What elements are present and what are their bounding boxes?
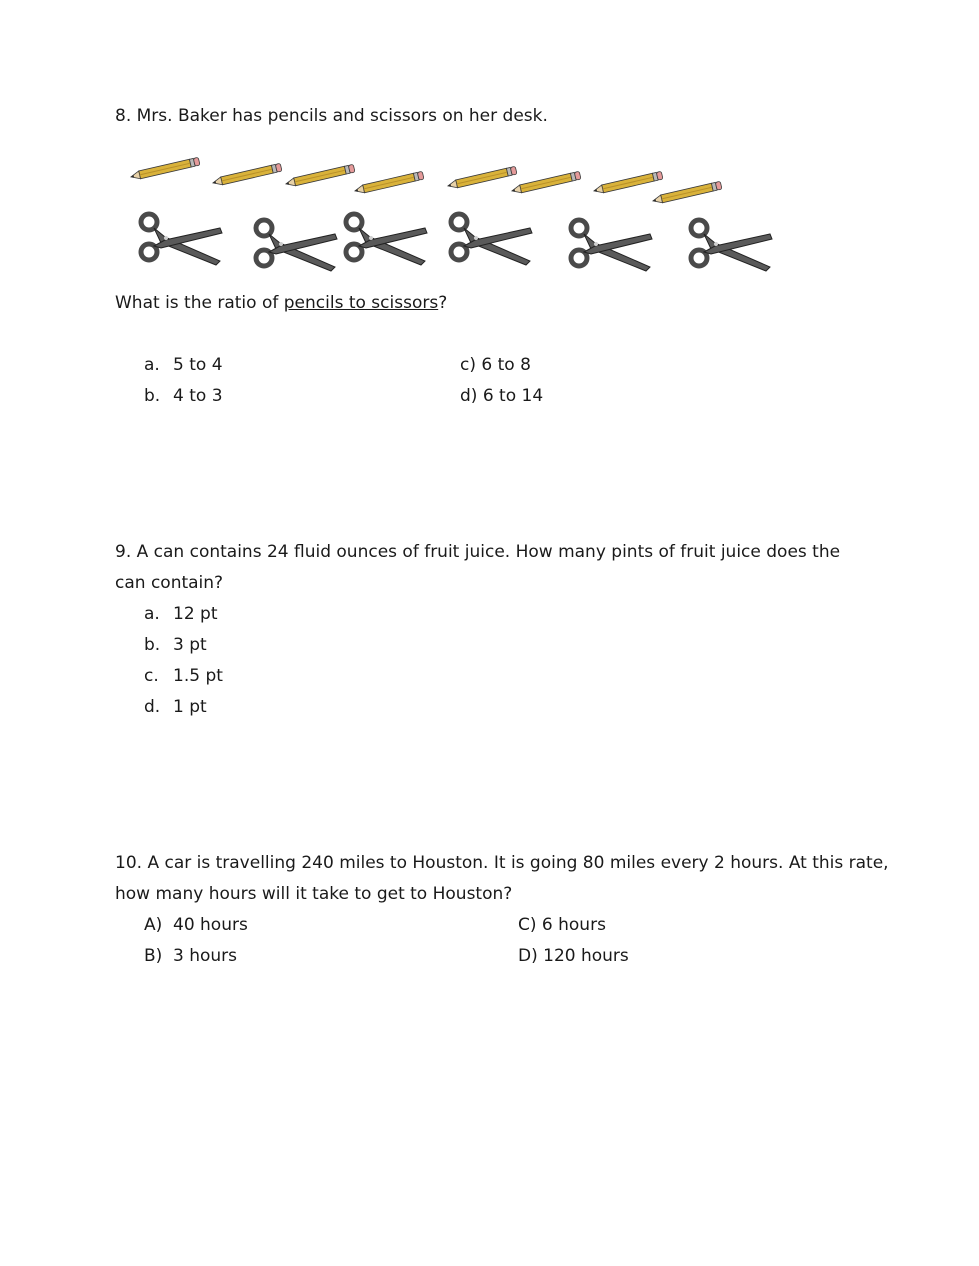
q10-option-b: 3 hours <box>173 946 238 966</box>
q9-question-line2: can contain? <box>115 573 224 593</box>
q10-option-c: C) 6 hours <box>518 915 606 935</box>
q9-option-b: 3 pt <box>173 635 207 655</box>
pencil-6 <box>511 171 581 195</box>
q9-option-d: 1 pt <box>173 697 207 717</box>
q8-option-a-letter: a. <box>144 355 160 375</box>
scissors-1 <box>141 214 222 265</box>
q8-option-d: d) 6 to 14 <box>460 386 544 406</box>
q8-option-a: 5 to 4 <box>173 355 223 375</box>
q8-option-b-letter: b. <box>144 386 161 406</box>
pencil-1 <box>130 157 200 181</box>
q8-option-c: c) 6 to 8 <box>460 355 531 375</box>
q8-prompt-start: What is the ratio of <box>115 293 284 313</box>
pencil-3 <box>285 164 355 188</box>
pencil-2 <box>212 163 282 187</box>
scissors-2 <box>256 220 337 271</box>
q10-option-a: 40 hours <box>173 915 248 935</box>
scissors-5 <box>571 220 652 271</box>
q9-option-c-letter: c. <box>144 666 159 686</box>
pencil-4 <box>354 171 424 195</box>
scissors-6 <box>691 220 772 271</box>
q8-option-b: 4 to 3 <box>173 386 223 406</box>
q10-question-line1: 10. A car is travelling 240 miles to Houston. It is going 80 miles every 2 hours. At this rate, <box>115 853 889 873</box>
q9-question-line1: 9. A can contains 24 fluid ounces of fruit juice. How many pints of fruit juice does the <box>115 542 841 562</box>
q9-option-a-letter: a. <box>144 604 160 624</box>
pencils-and-scissors-illustration <box>0 0 979 290</box>
q9-option-c: 1.5 pt <box>173 666 223 686</box>
q8-prompt-end: ? <box>438 293 448 313</box>
q9-option-a: 12 pt <box>173 604 218 624</box>
pencil-7 <box>593 171 663 195</box>
scissors-4 <box>451 214 532 265</box>
q10-option-b-letter: B) <box>144 946 163 966</box>
q10-question-line2: how many hours will it take to get to Houston? <box>115 884 513 904</box>
pencil-5 <box>447 166 517 190</box>
scissors-3 <box>346 214 427 265</box>
q8-prompt <box>115 293 447 313</box>
pencil-8 <box>652 181 722 205</box>
q10-option-a-letter: A) <box>144 915 163 935</box>
q8-prompt-underlined: pencils to scissors <box>283 293 439 313</box>
q9-option-d-letter: d. <box>144 697 161 717</box>
q10-option-d: D) 120 hours <box>518 946 629 966</box>
q9-option-b-letter: b. <box>144 635 161 655</box>
q8-question: 8. Mrs. Baker has pencils and scissors on her desk. <box>115 106 548 126</box>
